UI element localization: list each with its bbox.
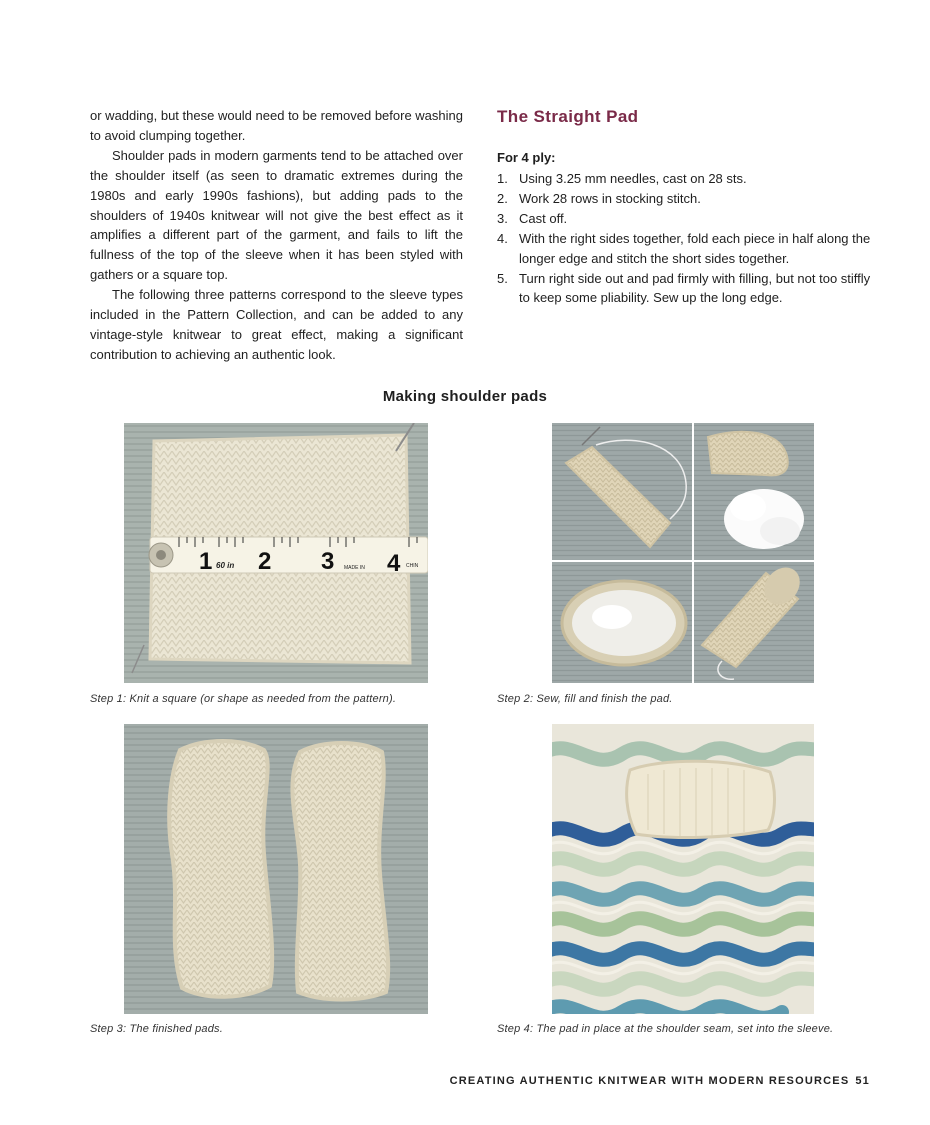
step-number: 4. bbox=[497, 230, 508, 246]
photo-pad-in-place bbox=[552, 724, 814, 1014]
step-text: With the right sides together, fold each piece in half along the longer edge and stitch the short sides together. bbox=[519, 230, 871, 266]
finished-pads-illustration bbox=[124, 724, 428, 1014]
step-number: 2. bbox=[497, 190, 508, 206]
pattern-step bbox=[497, 229, 877, 269]
tape-edge-label: CHIN bbox=[406, 563, 419, 569]
sew-fill-illustration bbox=[552, 423, 814, 683]
ply-heading: For 4 ply: bbox=[497, 150, 556, 165]
step-text: Cast off. bbox=[519, 210, 568, 226]
tape-number-2: 2 bbox=[258, 548, 272, 575]
paragraph-2: Shoulder pads in modern garments tend to be attached over the shoulder itself (as seen to dramatic extremes during the 1980s and early 1990s fashions), but adding pads to the shoulders of 1940s knitwear will not give the best effect as it amplifies a different part of the garment, and fails to lift the fullness of the top of the sleeve when it has been styled with gathers or a square top. bbox=[90, 147, 463, 283]
tape-small-label: 60 in bbox=[216, 561, 235, 570]
left-column-text bbox=[90, 106, 463, 365]
caption-step-2: Step 2: Sew, fill and finish the pad. bbox=[497, 693, 673, 705]
photo-finished-pads bbox=[124, 724, 428, 1014]
pattern-step bbox=[497, 169, 877, 189]
tape-number-4: 4 bbox=[387, 550, 401, 577]
photo-knit-square bbox=[124, 423, 428, 683]
step-number: 1. bbox=[497, 171, 508, 186]
photo-sew-fill-grid bbox=[552, 423, 814, 683]
step-number: 5. bbox=[497, 270, 508, 286]
tape-number-1: 1 bbox=[199, 548, 213, 575]
section-title: The Straight Pad bbox=[497, 107, 639, 126]
knit-square-illustration bbox=[124, 423, 428, 683]
tape-made-in: MADE IN bbox=[344, 565, 365, 571]
pattern-section bbox=[497, 106, 877, 308]
step-text: Turn right side out and pad firmly with filling, but not too stiffly to keep some pliability. Sew up the long edge. bbox=[519, 270, 871, 306]
pattern-step bbox=[497, 269, 877, 309]
page-footer bbox=[450, 1075, 870, 1087]
pad-in-place-illustration bbox=[552, 724, 814, 1014]
caption-step-4: Step 4: The pad in place at the shoulder seam, set into the sleeve. bbox=[497, 1023, 834, 1035]
pattern-step bbox=[497, 209, 877, 229]
running-title: CREATING AUTHENTIC KNITWEAR WITH MODERN RESOURCES bbox=[449, 1075, 850, 1087]
caption-step-3: Step 3: The finished pads. bbox=[90, 1023, 224, 1035]
tape-number-3: 3 bbox=[321, 548, 335, 575]
caption-step-1: Step 1: Knit a square (or shape as needed from the pattern). bbox=[90, 693, 397, 705]
paragraph-3: The following three patterns correspond to the sleeve types included in the Pattern Collection, and can be added to any vintage-style knitwear to great effect, making a significant contribution to achieving an authentic look. bbox=[90, 287, 463, 362]
step-number: 3. bbox=[497, 210, 508, 226]
step-text: Work 28 rows in stocking stitch. bbox=[519, 190, 701, 206]
step-text: Using 3.25 mm needles, cast on 28 sts. bbox=[519, 171, 747, 186]
page-number: 51 bbox=[855, 1075, 870, 1087]
paragraph-1: or wadding, but these would need to be removed before washing to avoid clumping together. bbox=[90, 108, 463, 143]
pattern-step bbox=[497, 189, 877, 209]
pattern-steps bbox=[497, 169, 877, 308]
figure-title: Making shoulder pads bbox=[382, 388, 548, 405]
